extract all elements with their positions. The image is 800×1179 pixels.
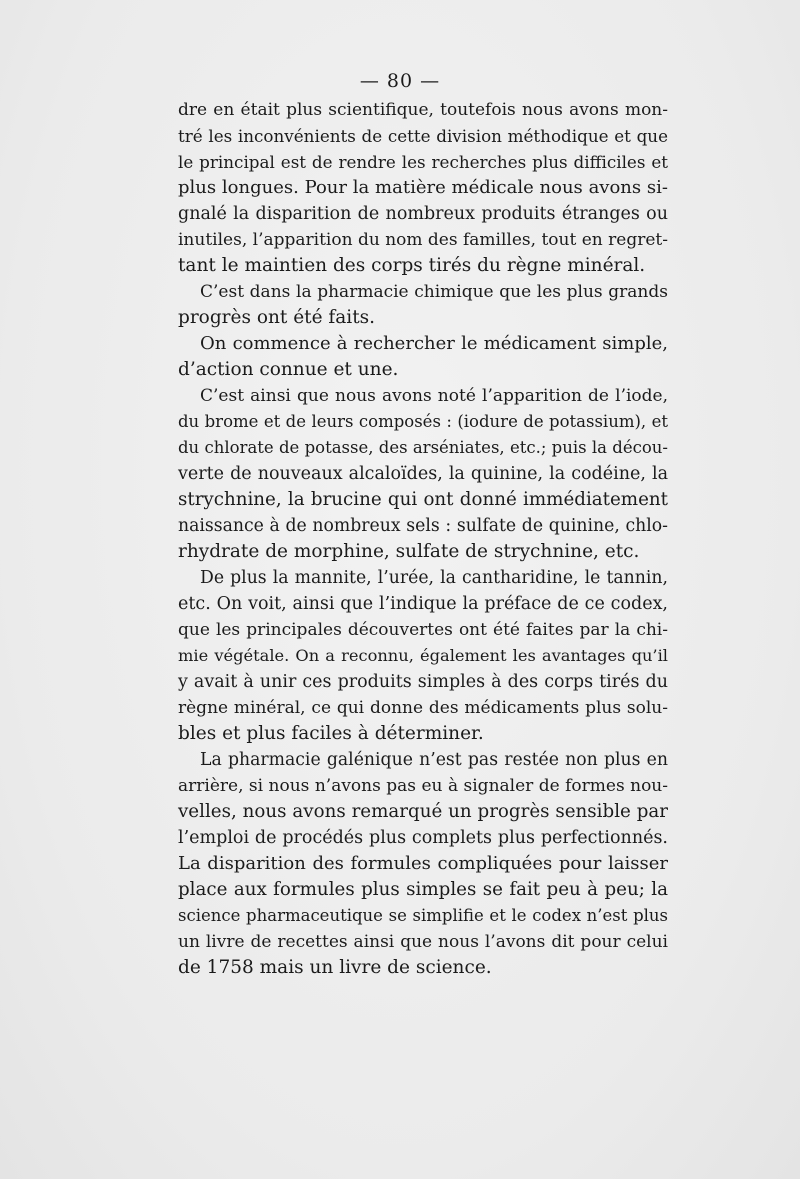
text-line: bles et plus faciles à déterminer. [178, 723, 484, 744]
text-line: de 1758 mais un livre de science. [178, 957, 492, 978]
text-line: On commence à rechercher le médicament simple, [200, 333, 668, 354]
text-line: inutiles, l’apparition du nom des familles, tout en regret- [178, 230, 668, 250]
text-line: place aux formules plus simples se fait peu à peu; la [178, 879, 668, 900]
body-text [178, 97, 668, 981]
text-line: du chlorate de potasse, des arséniates, etc.; puis la décou- [178, 438, 668, 457]
text-line: La disparition des formules compliquées pour laisser [178, 853, 668, 874]
text-line: règne minéral, ce qui donne des médicaments plus solu- [178, 698, 668, 718]
text-line: d’action connue et une. [178, 359, 399, 380]
text-line: velles, nous avons remarqué un progrès sensible par [178, 801, 668, 822]
text-line: C’est ainsi que nous avons noté l’apparition de l’iode, [200, 386, 668, 406]
text-line: dre en était plus scientifique, toutefois nous avons mon- [178, 100, 668, 120]
text-line: De plus la mannite, l’urée, la cantharidine, le tannin, [200, 568, 668, 588]
text-line: rhydrate de morphine, sulfate de strychnine, etc. [178, 541, 640, 562]
text-line: mie végétale. On a reconnu, également les avantages qu’il [178, 646, 668, 665]
text-line: un livre de recettes ainsi que nous l’avons dit pour celui [178, 932, 668, 952]
text-line: strychnine, la brucine qui ont donné immédiatement [178, 489, 668, 510]
text-line: l’emploi de procédés plus complets plus perfectionnés. [178, 828, 668, 848]
text-line: verte de nouveaux alcaloïdes, la quinine, la codéine, la [178, 464, 668, 484]
text-line: science pharmaceutique se simplifie et le codex n’est plus [178, 906, 668, 925]
text-line: La pharmacie galénique n’est pas restée non plus en [200, 750, 668, 770]
text-line: tant le maintien des corps tirés du règne minéral. [178, 255, 646, 276]
page-number: — 80 — [359, 70, 441, 92]
text-line: etc. On voit, ainsi que l’indique la préface de ce codex, [178, 594, 668, 614]
text-line: y avait à unir ces produits simples à des corps tirés du [178, 672, 668, 692]
text-line: arrière, si nous n’avons pas eu à signaler de formes nou- [178, 776, 668, 796]
text-line: plus longues. Pour la matière médicale nous avons si- [178, 177, 668, 198]
text-line: C’est dans la pharmacie chimique que les plus grands [200, 282, 668, 302]
text-line: gnalé la disparition de nombreux produits étranges ou [178, 204, 668, 224]
text-line: que les principales découvertes ont été faites par la chi- [178, 620, 668, 640]
text-line: tré les inconvénients de cette division méthodique et que [178, 126, 668, 146]
text-line: le principal est de rendre les recherches plus difficiles et [178, 152, 668, 172]
text-line: du brome et de leurs composés : (iodure de potassium), et [178, 412, 668, 431]
text-line: progrès ont été faits. [178, 307, 376, 328]
text-line: naissance à de nombreux sels : sulfate de quinine, chlo- [178, 516, 668, 536]
